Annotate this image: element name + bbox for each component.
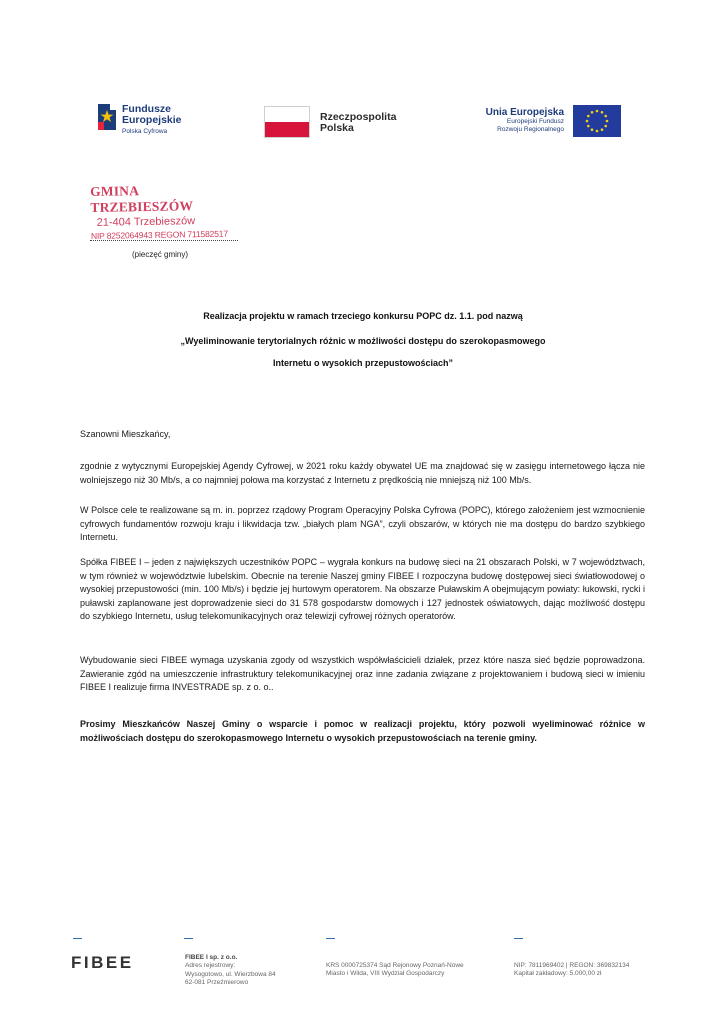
unia-europejska-logo bbox=[484, 103, 624, 139]
fe-logo-line3: Polska Cyfrowa bbox=[122, 128, 168, 135]
footer-company-line4: 62-081 Przeźmierowo bbox=[185, 979, 249, 987]
rp-logo-line2: Polska bbox=[320, 122, 354, 134]
ue-logo-line3: Rozwoju Regionalnego bbox=[497, 126, 564, 133]
footer-accent-1 bbox=[73, 938, 82, 939]
title-line1: Realizacja projektu w ramach trzeciego konkursu POPC dz. 1.1. pod nazwą bbox=[203, 311, 523, 321]
footer-nip-line2: Kapitał zakładowy: 5.000,00 zł bbox=[514, 970, 602, 978]
paragraph-1: zgodnie z wytycznymi Europejskiej Agendy Cyfrowej, w 2021 roku każdy obywatel UE ma znajdować się w zasięgu internetowego łącza nie wolniejszego niż 30 Mb/s, a co najmniej połowa ma korzystać z Internetu z prędkością nie mniejszą niż 100 Mb/s. bbox=[80, 461, 645, 485]
stamp-line3: NIP 8252064943 REGON 711582517 bbox=[90, 228, 229, 241]
footer-krs bbox=[326, 962, 464, 979]
footer-krs-line2: Miasto i Wilda, VIII Wydział Gospodarczy bbox=[326, 970, 445, 978]
closing-paragraph: Prosimy Mieszkańców Naszej Gminy o wsparcie i pomoc w realizacji projektu, który pozwoli wyeliminować różnice w możliwościach dostępu do szerokopasmowego Internetu o wysokich przepustowościach na terenie gminy. bbox=[80, 719, 645, 743]
stamp-line1: GMINA TRZEBIESZÓW bbox=[90, 183, 194, 215]
greeting: Szanowni Mieszkańcy, bbox=[80, 429, 171, 439]
fundusze-europejskie-logo bbox=[96, 100, 216, 140]
footer-company bbox=[185, 954, 276, 988]
stamp-line2: 21-404 Trzebieszów bbox=[96, 215, 196, 229]
footer-nip bbox=[514, 962, 629, 979]
footer-krs-line1: KRS 0000725374 Sąd Rejonowy Poznań-Nowe bbox=[326, 962, 464, 969]
fe-logo-line1: Fundusze bbox=[122, 103, 171, 115]
title-line3: Internetu o wysokich przepustowościach” bbox=[272, 358, 454, 368]
footer-accent-4 bbox=[514, 938, 523, 939]
ue-logo-line1: Unia Europejska bbox=[485, 107, 564, 118]
footer-company-line3: Wysogotowo, ul. Wierzbowa 84 bbox=[185, 970, 276, 978]
footer-company-line2: Adres rejestrowy: bbox=[185, 962, 236, 970]
fundusze-europejskie-mark-icon bbox=[96, 102, 118, 132]
footer-accent-3 bbox=[326, 938, 335, 939]
rp-logo-line1: Rzeczpospolita bbox=[320, 111, 397, 123]
stamp-dotted-line bbox=[90, 240, 238, 241]
footer-accent-2 bbox=[184, 938, 193, 939]
title-line2: „Wyeliminowanie terytorialnych różnic w możliwości dostępu do szerokopasmowego bbox=[180, 336, 546, 346]
paragraph-4: Wybudowanie sieci FIBEE wymaga uzyskania zgody od wszystkich współwłaścicieli działek, przez które nasza sieć będzie poprowadzona. Zawieranie zgód na umieszczenie infrastruktury telekomunikacyjnej oraz inne zadania związane z projektowaniem i budową sieci w imieniu FIBEE I realizuje firma INVESTRADE sp. z o. o.. bbox=[80, 655, 645, 693]
eu-flag-icon bbox=[573, 105, 621, 137]
stamp-caption: (pieczęć gminy) bbox=[132, 250, 189, 259]
municipality-stamp bbox=[90, 181, 241, 241]
ue-logo-line2: Europejski Fundusz bbox=[506, 118, 564, 125]
polish-flag-icon bbox=[264, 106, 310, 138]
rzeczpospolita-polska-logo bbox=[264, 106, 414, 140]
paragraph-3: Spółka FIBEE I – jeden z największych uczestników POPC – wygrała konkurs na budowę sieci na 21 obszarach Polski, w 7 województwach, w tym również w województwie lubelskim. Obecnie na terenie Naszej gminy FIBEE I rozpoczyna budowę dostępowej sieci światłowodowej o wysokiej przepustowości (min. 100 Mb/s) i będzie jej hurtowym operatorem. Na obszarze Puławskim A obejmującym powiaty: łukowski, rycki i puławski zaplanowane jest doprowadzenie sieci do 31 578 gospodarstw domowych i 127 jednostek oświatowych, dając możliwość dostępu do szybkiego Internetu, usług telekomunikacyjnych oraz telewizji cyfrowej różnych operatorów. bbox=[80, 557, 645, 622]
footer-nip-line1: NIP: 7811969402 | REGON: 369832134 bbox=[514, 962, 630, 969]
fe-logo-line2: Europejskie bbox=[122, 114, 182, 126]
paragraph-2: W Polsce cele te realizowane są m. in. poprzez rządowy Program Operacyjny Polska Cyfrowa (POPC), którego założeniem jest wzmocnienie cyfrowych fundamentów rozwoju kraju i likwidacja tzw. „białych plam NGA”, czyli obszarów, w których nie ma dostępu do bardzo szybkiego Internetu. bbox=[80, 505, 645, 543]
footer-company-name: FIBEE I sp. z o.o. bbox=[185, 954, 238, 961]
fibee-logo: FIBEE bbox=[71, 953, 134, 972]
